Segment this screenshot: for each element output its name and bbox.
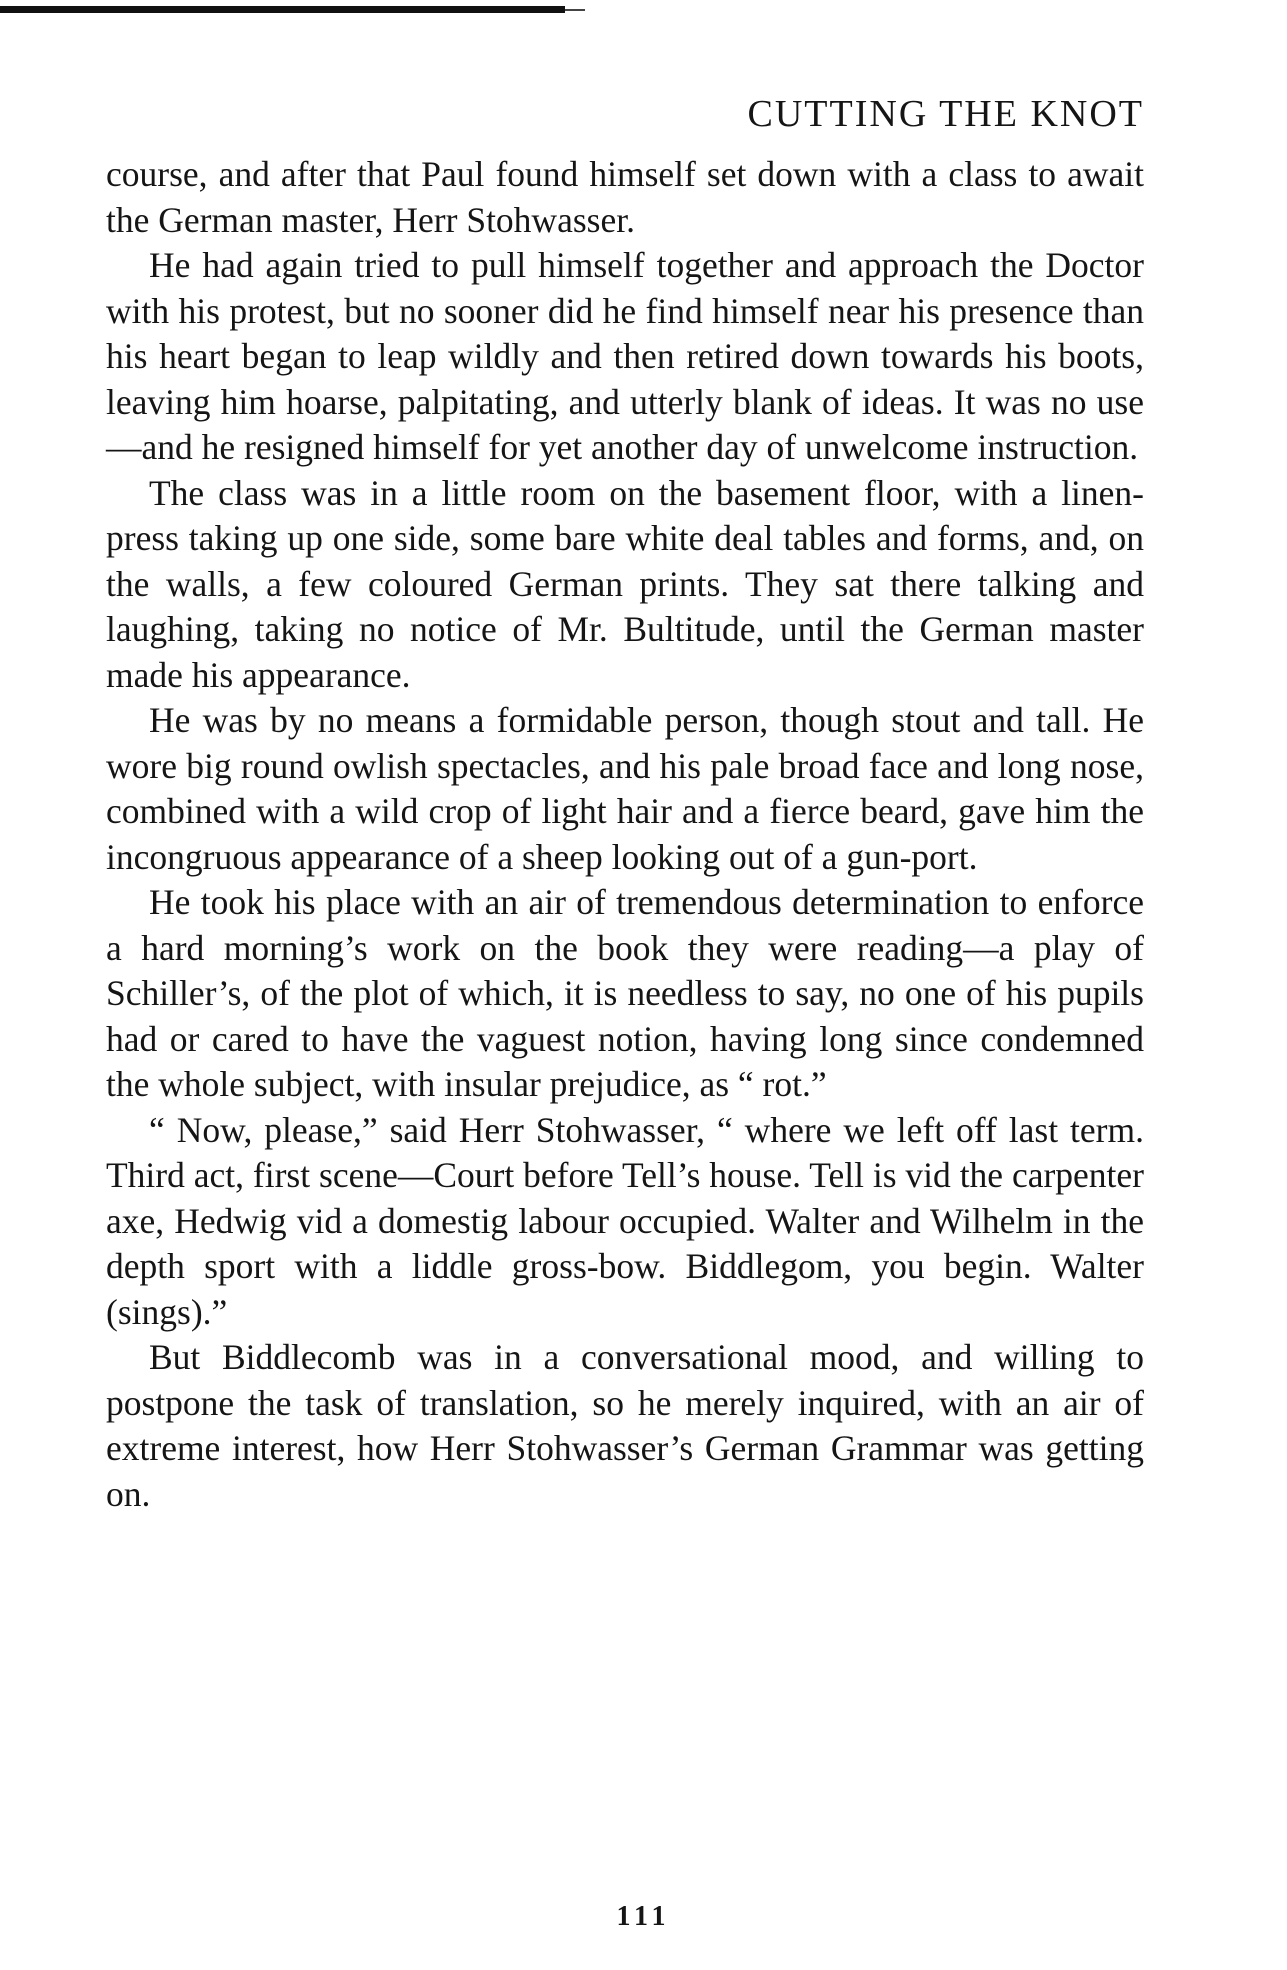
top-rule [0,6,565,13]
paragraph: He was by no means a formidable person, though stout and tall. He wore big round owlish spectacles, and his pale broad face and long nose, combined with a wild crop of light hair and a fierce beard, gave him the incongruous appearance of a sheep looking out of a gun-port. [106,700,1144,877]
paragraph: The class was in a little room on the basement floor, with a linen-press taking up one side, some bare white deal tables and forms, and, on the walls, a few coloured German prints. They sat there talking and laughing, taking no notice of Mr. Bultitude, until the German master made his appearance. [106,472,1144,695]
paragraph: “ Now, please,” said Herr Stohwasser, “ where we left off last term. Third act, first scene—Court before Tell’s house. Tell is vid the carpenter axe, Hedwig vid a domestig labour occupied. Walter and Wilhelm in the depth sport with a liddle gross-bow. Biddlegom, you begin. Walter (sings).” [106,1109,1144,1332]
paragraph: He had again tried to pull himself together and approach the Doctor with his protest, but no sooner did he find himself near his presence than his heart began to leap wildly and then retired down towards his boots, leaving him hoarse, palpitating, and utterly blank of ideas. It was no use—and he resigned himself for yet another day of unwelcome instruction. [106,245,1144,467]
body-text [106,152,1144,1517]
paragraph: He took his place with an air of tremendous determination to enforce a hard morning’s work on the book they were reading—a play of Schiller’s, of the plot of which, it is needless to say, no one of his pupils had or cared to have the vaguest notion, having long since condemned the whole subject, with insular prejudice, as “ rot.” [106,882,1144,1104]
top-rule-tail [565,9,585,11]
paragraph: But Biddlecomb was in a conversational mood, and willing to postpone the task of translation, so he merely inquired, with an air of extreme interest, how Herr Stohwasser’s German Grammar was getting on. [106,1337,1144,1514]
paragraph: course, and after that Paul found himself set down with a class to await the German master, Herr Stohwasser. [106,154,1144,240]
running-head: CUTTING THE KNOT [747,93,1144,135]
page-number: 111 [616,1901,671,1932]
